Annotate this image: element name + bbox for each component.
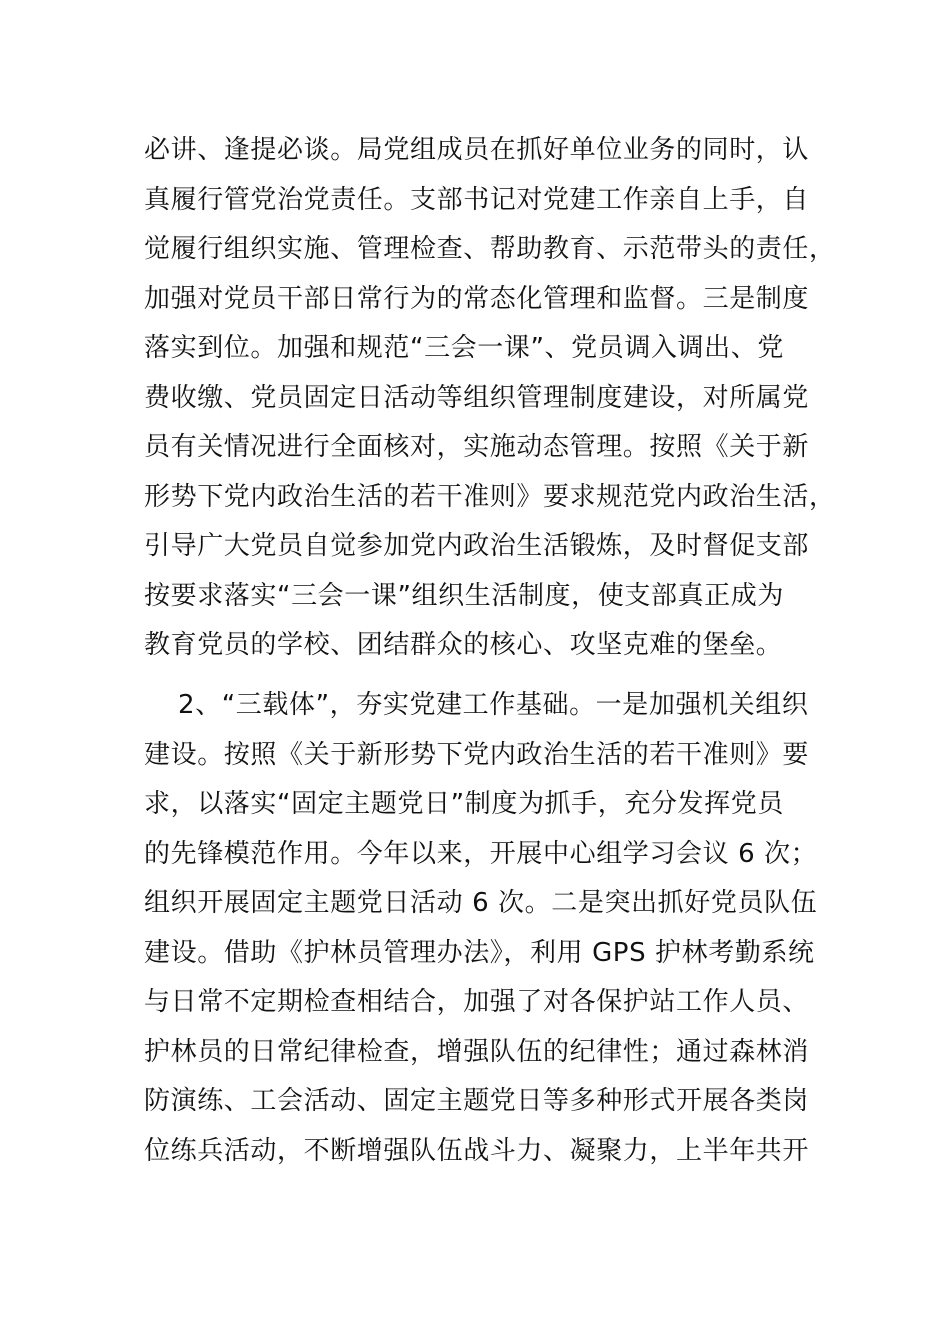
paragraph-line: 护林员的日常纪律检查，增强队伍的纪律性；通过森林消 — [144, 1036, 810, 1067]
paragraph-line: 引导广大党员自觉参加党内政治生活锻炼，及时督促支部 — [144, 531, 810, 561]
paragraph-1 — [144, 126, 836, 671]
paragraph-line: 2、“三载体”，夯实党建工作基础。一是加强机关组织 — [178, 690, 809, 720]
paragraph-line: 防演练、工会活动、固定主题党日等多种形式开展各类岗 — [144, 1086, 810, 1116]
paragraph-line: 建设。按照《关于新形势下党内政治生活的若干准则》要 — [144, 739, 810, 770]
paragraph-line: 按要求落实“三会一课”组织生活制度，使支部真正成为 — [144, 580, 784, 611]
paragraph-2 — [144, 681, 824, 1176]
paragraph-line: 形势下党内政治生活的若干准则》要求规范党内政治生活， — [144, 481, 836, 512]
paragraph-line: 教育党员的学校、团结群众的核心、攻坚克难的堡垒。 — [144, 630, 783, 660]
paragraph-line: 必讲、逢提必谈。局党组成员在抓好单位业务的同时，认 — [144, 135, 810, 165]
paragraph-line: 组织开展固定主题党日活动 6 次。二是突出抓好党员队伍 — [144, 888, 818, 918]
paragraph-line: 员有关情况进行全面核对，实施动态管理。按照《关于新 — [144, 432, 810, 462]
paragraph-line: 与日常不定期检查相结合，加强了对各保护站工作人员、 — [144, 987, 810, 1017]
paragraph-line: 觉履行组织实施、管理检查、帮助教育、示范带头的责任， — [144, 234, 836, 264]
paragraph-line: 真履行管党治党责任。支部书记对党建工作亲自上手，自 — [144, 184, 810, 215]
paragraph-line: 的先锋模范作用。今年以来，开展中心组学习会议 6 次； — [144, 838, 818, 869]
paragraph-line: 费收缴、党员固定日活动等组织管理制度建设，对所属党 — [144, 382, 810, 413]
paragraph-line: 加强对党员干部日常行为的常态化管理和监督。三是制度 — [144, 283, 810, 314]
paragraph-line: 建设。借助《护林员管理办法》，利用 GPS 护林考勤系统 — [144, 937, 815, 968]
paragraph-line: 位练兵活动，不断增强队伍战斗力、凝聚力，上半年共开 — [144, 1135, 810, 1166]
paragraph-line: 落实到位。加强和规范“三会一课”、党员调入调出、党 — [144, 333, 784, 363]
paragraph-line: 求，以落实“固定主题党日”制度为抓手，充分发挥党员 — [144, 789, 784, 819]
